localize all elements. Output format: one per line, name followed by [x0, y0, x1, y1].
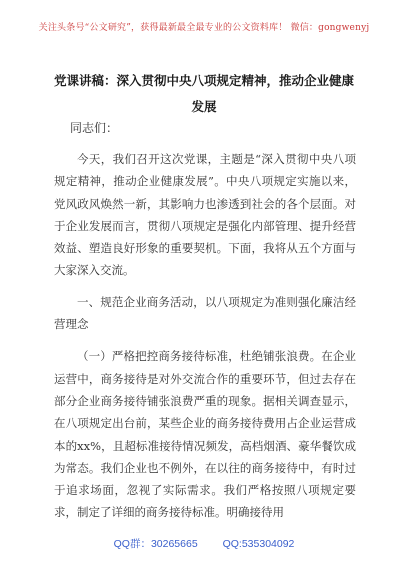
- footer-contact: QQ群：30265665 QQ:535304092: [113, 538, 295, 550]
- body-paragraph: （一）严格把控商务接待标准，杜绝铺张浪费。在企业运营中，商务接待是对外交流合作的重要环节，但过去存在部分企业商务接待铺张浪费严重的现象。据相关调查显示，在八项规定出台前，某些企业的商务接待费用占企业运营成本的xx%，且超标准接待情况频发，高档烟酒、豪华餐饮成为常态。我们企业也不例外，在以往的商务接待中，有时过于追求场面，忽视了实际需求。我们严格按照八项规定要求，制定了详细的商务接待标准。明确接待用: [54, 349, 356, 520]
- document-title: 党课讲稿：深入贯彻中央八项规定精神，推动企业健康发展: [54, 73, 355, 114]
- section-heading: 一、规范企业商务活动，以八项规定为准则强化廉洁经营理念: [54, 294, 356, 332]
- intro-paragraph: 今天，我们召开这次党课，主题是“深入贯彻中央八项规定精神，推动企业健康发展”。中央八项规定实施以来，党风政风焕然一新，其影响力也渗透到社会的各个层面。对于企业发展而言，贯彻八项规定是强化内部管理、提升经营效益、塑造良好形象的重要契机。下面，我将从五个方面与大家深入交流。: [54, 152, 356, 278]
- salutation: 同志们：: [70, 121, 119, 135]
- document-body: [54, 148, 356, 533]
- header-note: 关注头条号“公文研究”，获得最新最全最专业的公文资料库！ 微信：gongwenyj: [38, 23, 370, 33]
